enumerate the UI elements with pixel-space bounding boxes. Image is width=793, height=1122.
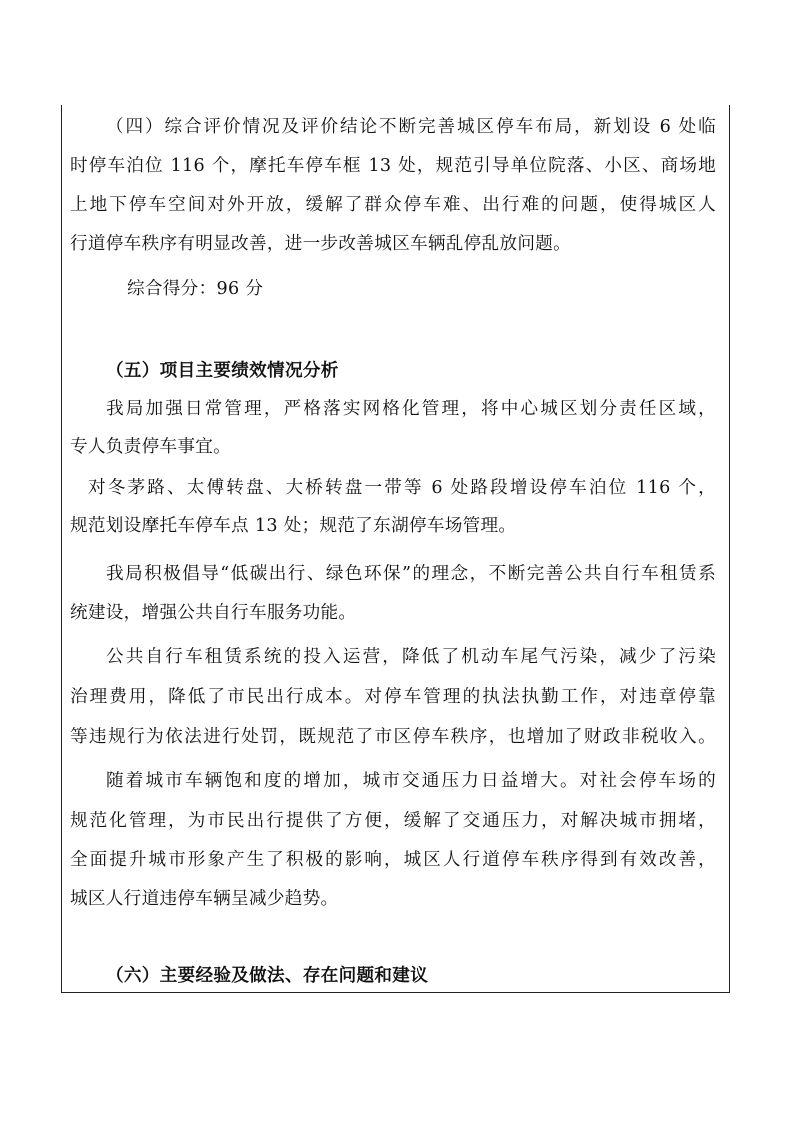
section5-p3-line1: 我局积极倡导“低碳出行、绿色环保”的理念，不断完善公共自行车租赁系 [106,564,716,584]
section5-p5-line2: 规范化管理，为市民出行提供了方便，缓解了交通压力，对解决城市拥堵， [70,811,716,831]
section4-line4: 行道停车秩序有明显改善，进一步改善城区车辆乱停乱放问题。 [70,234,572,254]
section5-p2-line1: 对冬茅路、太傅转盘、大桥转盘一带等 6 处路段增设停车泊位 116 个， [88,478,716,498]
section5-p1-line1: 我局加强日常管理，严格落实网格化管理，将中心城区划分责任区域， [106,399,716,419]
section5-p1-line2: 专人负责停车事宜。 [70,437,232,457]
section4-line2: 时停车泊位 116 个，摩托车停车框 13 处，规范引导单位院落、小区、商场地 [70,156,716,176]
section5-p5-line4: 城区人行道违停车辆呈减少趋势。 [70,889,339,909]
overall-score: 综合得分：96 分 [127,279,264,299]
section5-p2-line2: 规范划设摩托车停车点 13 处；规范了东湖停车场管理。 [70,516,517,536]
section5-p3-line2: 统建设，增强公共自行车服务功能。 [70,603,357,623]
section4-line3: 上地下停车空间对外开放，缓解了群众停车难、出行难的问题，使得城区人 [70,195,716,215]
section5-p4-line3: 等违规行为依法进行处罚，既规范了市区停车秩序，也增加了财政非税收入。 [70,727,716,747]
section5-p5-line1: 随着城市车辆饱和度的增加，城市交通压力日益增大。对社会停车场的 [106,771,716,791]
section5-p4-line2: 治理费用，降低了市民出行成本。对停车管理的执法执勤工作，对违章停靠 [70,687,716,707]
section6-heading: （六）主要经验及做法、存在问题和建议 [106,965,429,986]
section5-heading: （五）项目主要绩效情况分析 [106,360,339,381]
section5-p5-line3: 全面提升城市形象产生了积极的影响，城区人行道停车秩序得到有效改善， [70,850,716,870]
section5-p4-line1: 公共自行车租赁系统的投入运营，降低了机动车尾气污染，减少了污染 [106,647,716,667]
section4-line1: （四）综合评价情况及评价结论不断完善城区停车布局，新划设 6 处临 [106,117,716,137]
